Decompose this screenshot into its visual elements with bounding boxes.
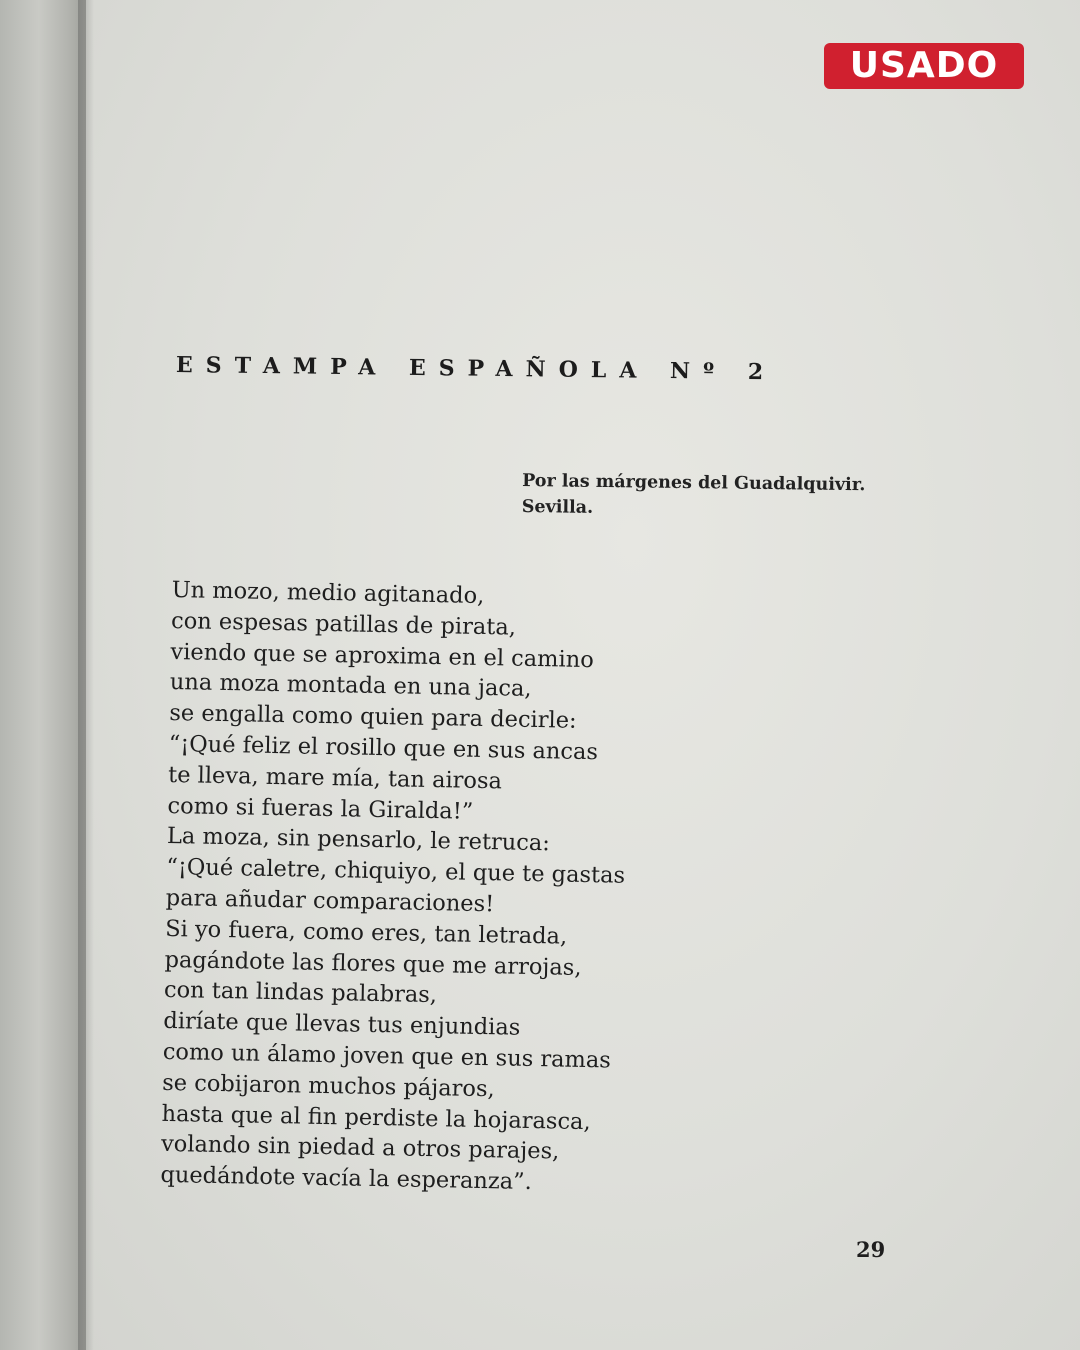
poem-line: como un álamo joven que en sus ramas [162,1038,612,1074]
poem-line: una moza montada en una jaca, [169,669,532,703]
poem-line: “¡Qué feliz el rosillo que en sus ancas [168,730,599,766]
poem-line: con tan lindas palabras, [163,977,438,1009]
poem-line: “¡Qué caletre, chiquiyo, el que te gastas [166,854,626,889]
poem-line: volando sin piedad a otros parajes, [160,1131,560,1165]
poem-line: Si yo fuera, como eres, tan letrada, [164,915,568,950]
poem-line: como si fueras la Giralda!” [167,792,474,825]
poem-line: se engalla como quien para decirle: [169,700,577,734]
poem-title: ESTAMPA ESPAÑOLA Nº 2 [175,352,777,386]
poem-body [160,575,732,1202]
poem-line: pagándote las flores que me arrojas, [164,946,582,981]
poem-line: se cobijaron muchos pájaros, [162,1069,495,1103]
poem-line: te lleva, mare mía, tan airosa [167,761,503,795]
poem-epigraph [522,468,923,525]
poem-line: viendo que se aproxima en el camino [170,638,595,673]
poem-line: para añudar comparaciones! [165,884,495,918]
poem-line: con espesas patillas de pirata, [170,607,517,641]
poem-line: quedándote vacía la esperanza”. [160,1162,533,1196]
poem-line: diríate que llevas tus enjundias [163,1008,521,1041]
epigraph-line: Por las márgenes del Guadalquivir. [522,471,866,496]
poem-line: Un mozo, medio agitanado, [171,576,485,609]
book-spine-gutter [0,0,86,1350]
poem-line: hasta que al fin perdiste la hojarasca, [161,1100,591,1135]
epigraph-line: Sevilla. [521,496,594,518]
page-number: 29 [856,1237,886,1262]
gutter-shadow [78,0,94,1350]
condition-badge: USADO [824,43,1024,89]
poem-line: La moza, sin pensarlo, le retruca: [166,823,551,857]
